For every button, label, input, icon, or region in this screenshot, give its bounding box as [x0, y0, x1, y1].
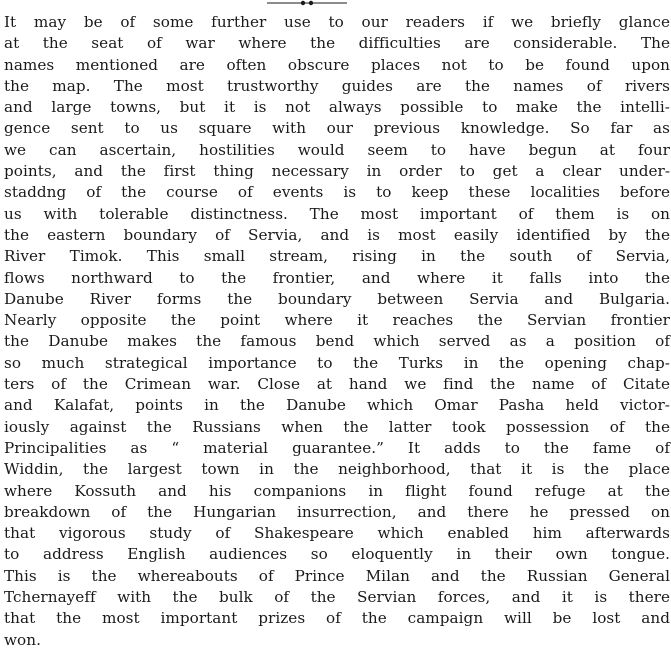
article-line: and Kalafat, points in the Danube which Omar Pasha held victor-	[4, 396, 670, 415]
article-line: It may be of some further use to our readers if we briefly glance	[4, 13, 670, 31]
article-line: Principalities as “ material guarantee.” It adds to the fame of	[4, 438, 670, 457]
newspaper-page	[4, 0, 670, 664]
article-line: us with tolerable distinctness. The most important of them is on	[4, 204, 670, 223]
article-line: and large towns, but it is not always possible to make the intelli-	[4, 98, 670, 117]
article-line: the Danube makes the famous bend which served as a position of	[4, 332, 670, 351]
article-line: the map. The most trustworthy guides are the names of rivers	[4, 76, 670, 95]
article-line: This is the whereabouts of Prince Milan and the Russian General	[4, 566, 670, 585]
article-line: flows northward to the frontier, and where it falls into the	[4, 268, 670, 287]
article-line: that the most important prizes of the campaign will be lost and	[4, 609, 670, 628]
article-line: Tchernayeff with the bulk of the Servian forces, and it is there	[4, 588, 670, 607]
article-line: iously against the Russians when the latter took possession of the	[4, 417, 670, 436]
article-line: to address English audiences so eloquently in their own tongue.	[4, 545, 670, 564]
article-line: the eastern boundary of Servia, and is most easily identified by the	[4, 225, 670, 244]
article-body	[4, 12, 670, 651]
article-line: won.	[4, 630, 41, 649]
article-line: gence sent to us square with our previous knowledge. So far as	[4, 119, 670, 138]
article-line: points, and the first thing necessary in order to get a clear under-	[4, 162, 670, 181]
article-line: Widdin, the largest town in the neighborhood, that it is the place	[4, 460, 670, 479]
article-line: ters of the Crimean war. Close at hand we find the name of Citate	[4, 375, 670, 394]
article-line: we can ascertain, hostilities would seem to have begun at four	[4, 140, 670, 159]
article-line: staddng of the course of events is to keep these localities before	[4, 183, 670, 202]
article-line: Nearly opposite the point where it reaches the Servian frontier	[4, 311, 670, 330]
article-line: Danube River forms the boundary between Servia and Bulgaria.	[4, 289, 670, 308]
article-line: where Kossuth and his companions in flight found refuge at the	[4, 481, 670, 500]
article-line: so much strategical importance to the Turks in the opening chap-	[4, 353, 670, 372]
article-line: breakdown of the Hungarian insurrection, and there he pressed on	[4, 502, 670, 521]
article-line: names mentioned are often obscure places not to be found upon	[4, 55, 670, 74]
section-divider-ornament	[267, 0, 347, 8]
article-line: that vigorous study of Shakespeare which enabled him afterwards	[4, 524, 670, 543]
article-line: at the seat of war where the difficulties are considerable. The	[4, 34, 670, 53]
article-line: River Timok. This small stream, rising in the south of Servia,	[4, 247, 670, 266]
divider-rule-icon	[267, 0, 347, 8]
